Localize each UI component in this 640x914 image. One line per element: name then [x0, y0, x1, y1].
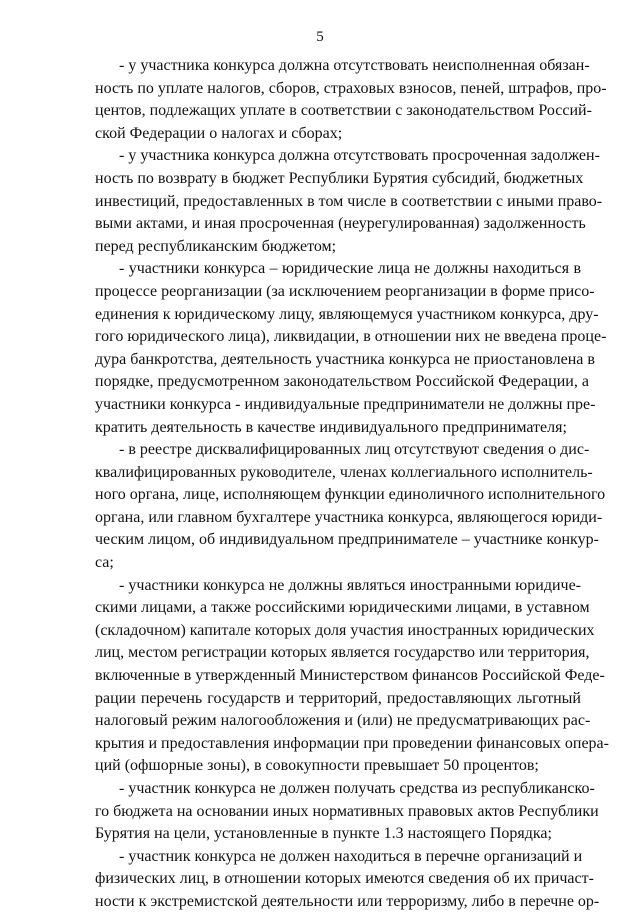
- paragraph-budget-debt: [95, 145, 603, 258]
- text-line: гого юридического лица), ликвидации, в отношении них не введена проце-: [95, 328, 607, 346]
- text-line: квалифицированных руководителе, членах коллегиального исполнитель-: [95, 463, 593, 481]
- text-line: выми актами, и иная просроченная (неурегулированная) задолженность: [95, 215, 586, 233]
- text-line: налоговый режим налогообложения и (или) не предусматривающих рас-: [95, 712, 591, 730]
- text-line: физических лиц, в отношении которых имеются сведения об их причаст-: [95, 870, 594, 888]
- paragraph-reorganization: [95, 258, 607, 439]
- text-line: единения к юридическому лицу, являющемуся участником конкурса, дру-: [95, 305, 599, 323]
- text-line: ность по возврату в бюджет Республики Бурятия субсидий, бюджетных: [95, 169, 584, 187]
- text-line: (складочном) капитале которых доля участия иностранных юридических: [95, 621, 595, 639]
- text-line: крытия и предоставления информации при проведении финансовых опера-: [95, 734, 609, 752]
- text-line: - участник конкурса не должен получать средства из республиканско-: [119, 780, 595, 797]
- paragraph-foreign-entities: [95, 575, 609, 778]
- text-line: дура банкротства, деятельность участника конкурса не приостановлена в: [95, 350, 595, 368]
- text-line: рации перечень государств и территорий, предоставляющих льготный: [95, 689, 581, 707]
- text-line: ций (офшорные зоны), в совокупности превышает 50 процентов;: [95, 757, 539, 775]
- text-line: скими лицами, а также российскими юридическими лицами, в уставном: [95, 599, 590, 617]
- text-line: - у участника конкурса должна отсутствовать просроченная задолжен-: [119, 147, 600, 165]
- text-line: - участники конкурса – юридические лица не должны находиться в: [119, 260, 581, 278]
- text-line: - участник конкурса не должен находиться в перечне организаций и: [119, 847, 583, 865]
- text-line: органа, или главном бухгалтере участника конкурса, являющегося юриди-: [95, 508, 603, 526]
- text-line: участники конкурса - индивидуальные предприниматели не должны пре-: [95, 395, 596, 413]
- text-line: ности к экстремистской деятельности или терроризму, либо в перечне ор-: [95, 892, 600, 910]
- text-line: Бурятия на цели, установленные в пункте 1.3 настоящего Порядка;: [95, 825, 552, 843]
- text-line: - у участника конкурса должна отсутствовать неисполненная обязан-: [119, 57, 590, 74]
- text-line: ческим лицом, об индивидуальном предпринимателе – участнике конкур-: [95, 531, 599, 549]
- text-line: ного органа, лице, исполняющем функции единоличного исполнительного: [95, 486, 606, 504]
- text-line: са;: [95, 554, 114, 572]
- text-line: ность по уплате налогов, сборов, страховых взносов, пеней, штрафов, про-: [95, 79, 607, 97]
- paragraph-extremism-list: [95, 846, 600, 914]
- document-body: [95, 55, 609, 914]
- text-line: - в реестре дисквалифицированных лиц отсутствуют сведения о дис-: [119, 441, 590, 459]
- text-line: порядке, предусмотренном законодательством Российской Федерации, а: [95, 373, 589, 391]
- page-number: 5: [316, 29, 324, 45]
- text-line: центов, подлежащих уплате в соответствии с законодательством Россий-: [95, 102, 592, 120]
- text-line: го бюджета на основании иных нормативных правовых актов Республики: [95, 802, 599, 820]
- text-line: ской Федерации о налогах и сборах;: [95, 124, 343, 142]
- text-line: - участники конкурса не должны являться иностранными юридиче-: [119, 576, 581, 594]
- text-line: перед республиканским бюджетом;: [95, 237, 337, 255]
- text-line: инвестиций, предоставленных в том числе в соответствии с иными право-: [95, 192, 603, 210]
- paragraph-tax-obligations: [95, 55, 607, 145]
- text-line: процессе реорганизации (за исключением реорганизации в форме присо-: [95, 282, 595, 300]
- paragraph-other-funding: [95, 778, 599, 846]
- text-line: кратить деятельность в качестве индивидуального предпринимателя;: [95, 418, 567, 436]
- text-line: лиц, местом регистрации которых является государство или территория,: [95, 644, 590, 662]
- paragraph-disqualified-persons: [95, 439, 606, 575]
- text-line: включенные в утвержденный Министерством финансов Российской Феде-: [95, 667, 605, 685]
